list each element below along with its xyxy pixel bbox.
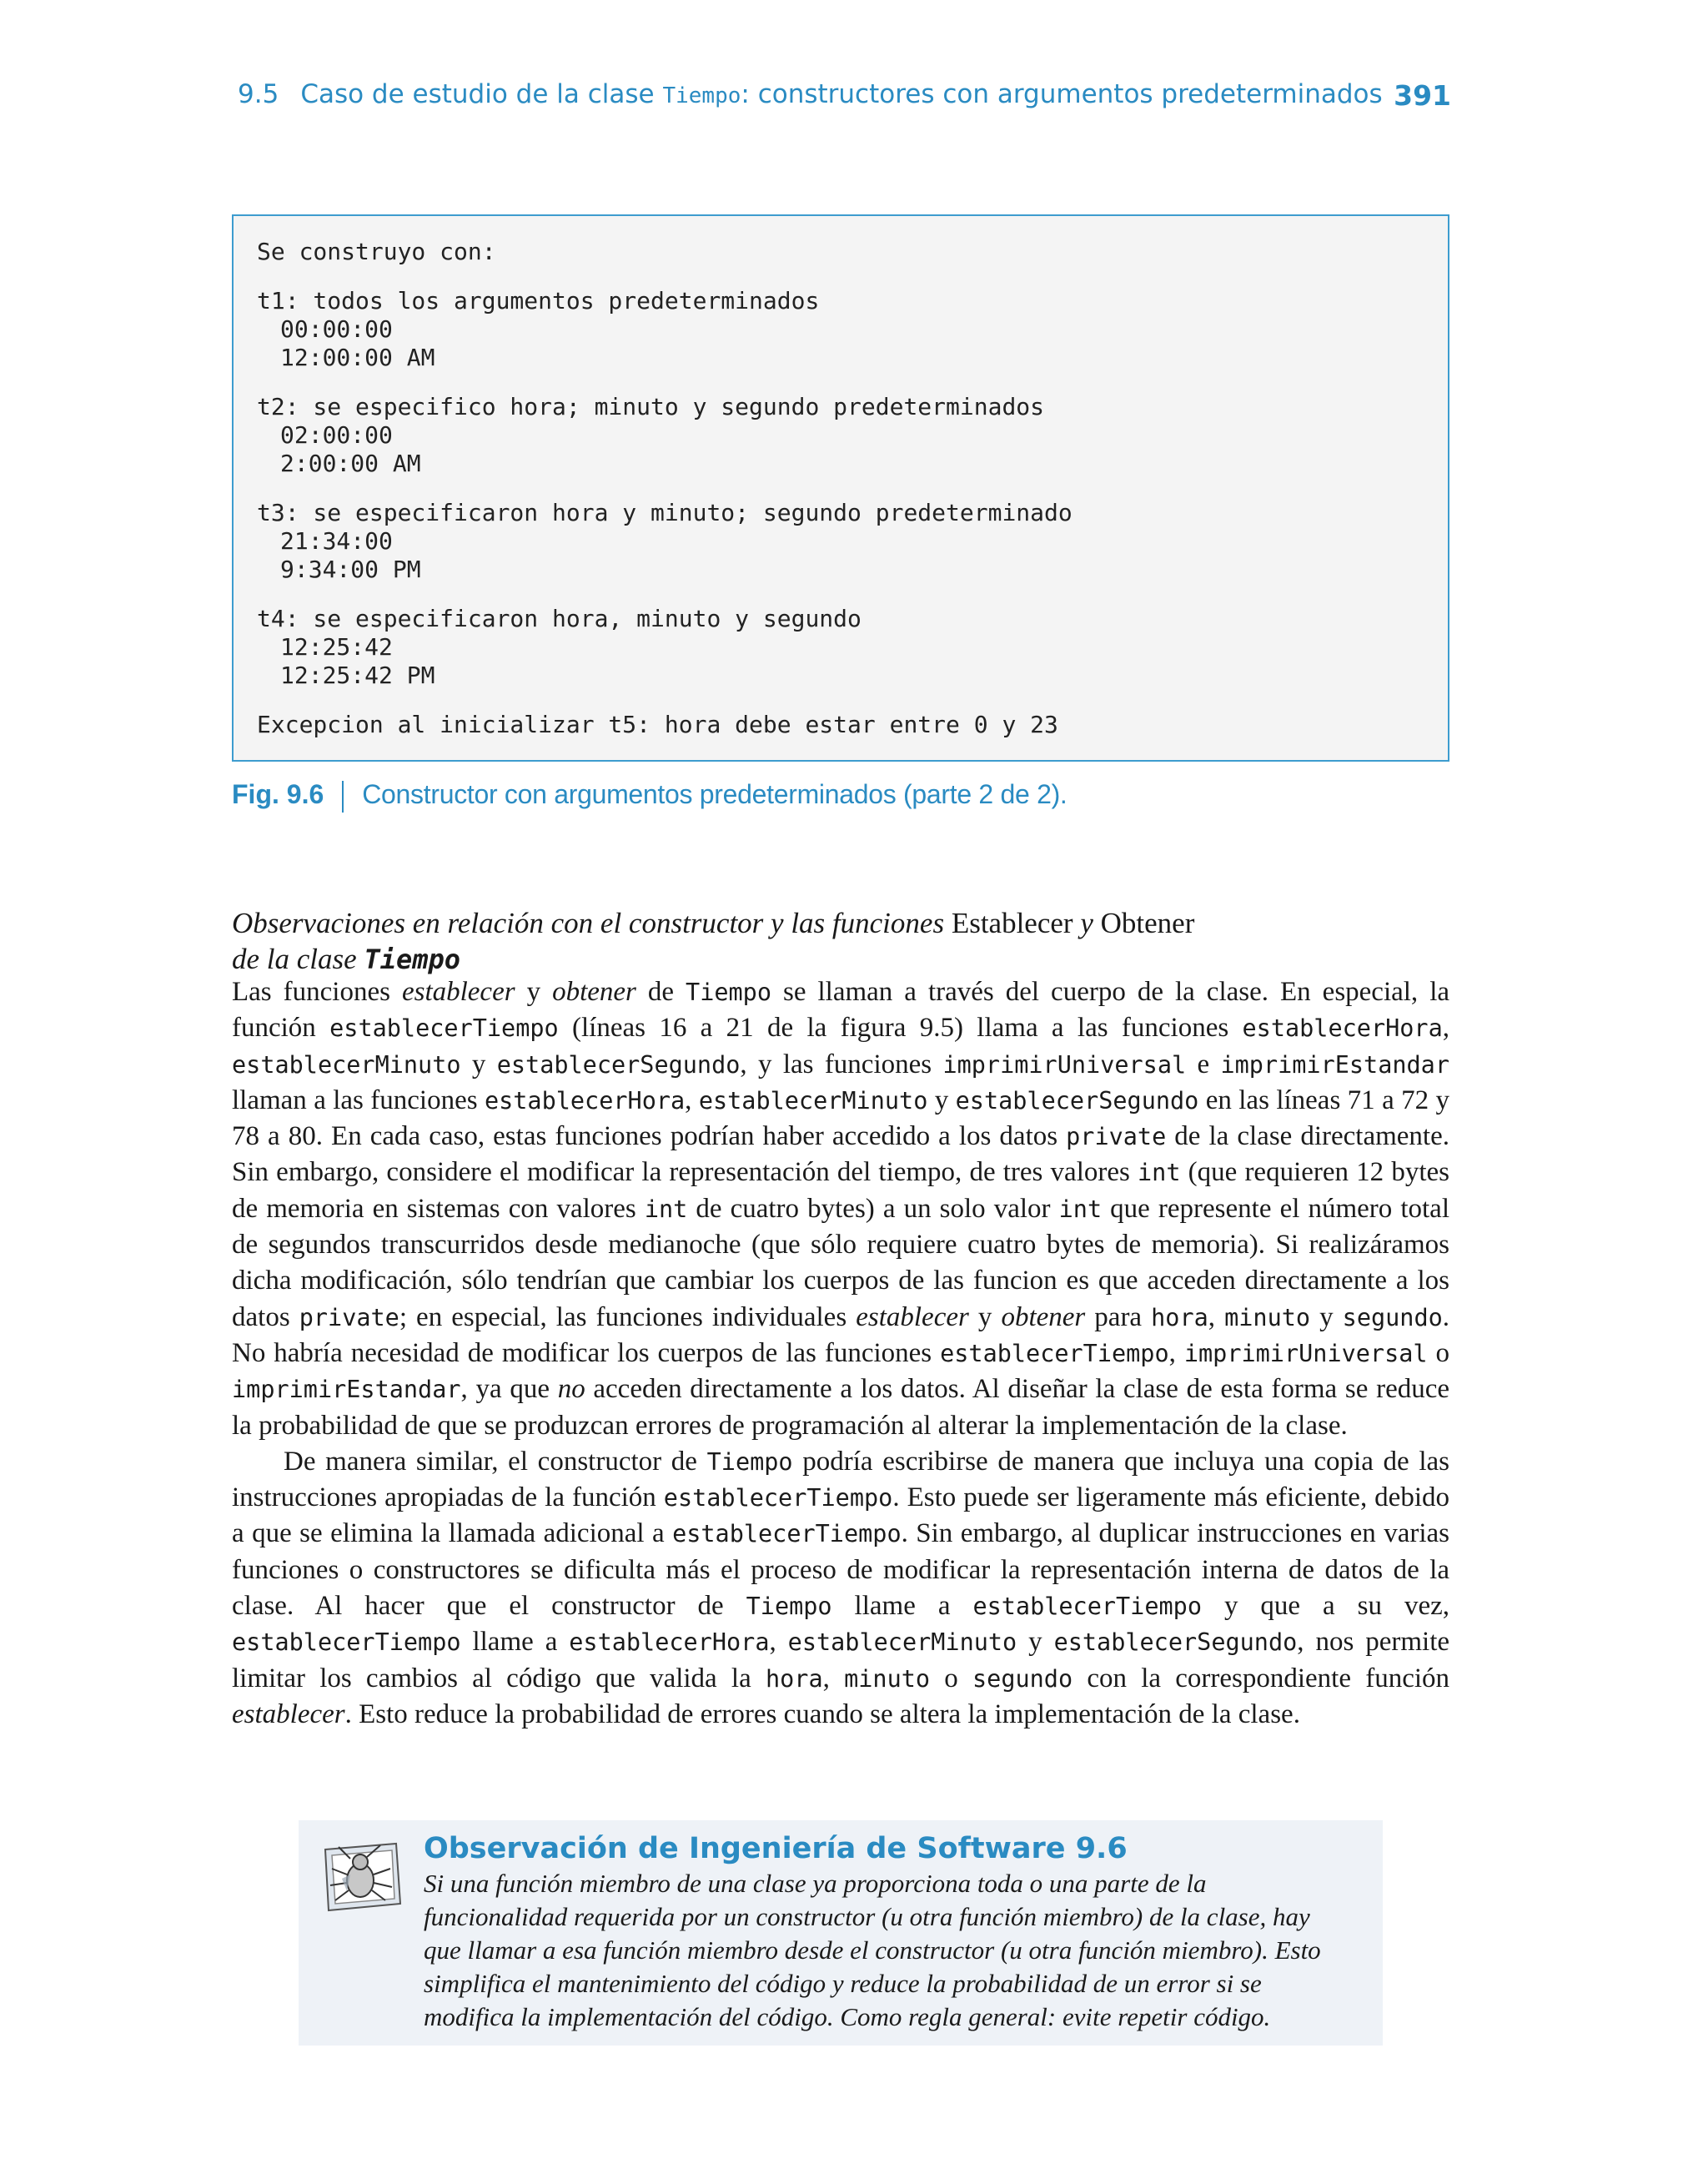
caption-text: Constructor con argumentos predeterminados (parte 2 de 2).: [362, 779, 1068, 809]
bug-insect-icon: [317, 1837, 409, 1916]
program-output-box: [232, 214, 1449, 762]
output-line: 12:25:42 PM: [280, 662, 435, 689]
output-line: 00:00:00: [280, 315, 393, 343]
output-group-label: t1: todos los argumentos predeterminados: [257, 287, 820, 315]
tip-text: Si una función miembro de una clase ya proporciona toda o una parte de la funcionalidad requerida por un constructor (u otra función miembro) de la clase, hay que llamar a esa función miembro desde el constructor (u otra función miembro). Esto simplifica el mantenimiento del código y reduce la probabilidad de un error si se modifica la implementación del código. Como regla general: evite repetir código.: [424, 1869, 1321, 2031]
section-title: 9.5 Caso de estudio de la clase Tiempo: constructores con argumentos predeterminados: [238, 79, 1383, 109]
running-header: [238, 79, 1451, 121]
output-line: 2:00:00 AM: [280, 450, 421, 477]
section-number: 9.5: [238, 79, 279, 109]
software-engineering-tip: [299, 1820, 1383, 2046]
output-line: 9:34:00 PM: [280, 556, 421, 583]
output-title: Se construyo con:: [257, 238, 496, 265]
page-number: 391: [1394, 79, 1451, 112]
caption-divider: [342, 781, 344, 813]
paragraph: De manera similar, el constructor de Tiempo podría escribirse de manera que incluya una copia de las instrucciones apropiadas de la función establecerTiempo. Esto puede ser ligeramente más eficiente, debido a que se elimina la llamada adicional a establecerTiempo. Sin embargo, al duplicar instrucciones en varias funciones o constructores se dificulta más el proceso de modificar la representación interna de datos de la clase. Al hacer que el constructor de Tiempo llame a establecerTiempo y que a su vez, establecerTiempo llame a establecerHora, establecerMinuto y establecerSegundo, nos permite limitar los cambios al código que valida la hora, minuto o segundo con la correspondiente función establecer. Esto reduce la probabilidad de errores cuando se altera la implementación de la clase.: [232, 1446, 1450, 1729]
output-line: 21:34:00: [280, 527, 393, 555]
paragraph: Las funciones establecer y obtener de Tiempo se llaman a través del cuerpo de la clase. En especial, la función establecerTiempo (líneas 16 a 21 de la figura 9.5) llama a las funciones establecerHora, establecerMinuto y establecerSegundo, y las funciones imprimirUniversal e imprimirEstandar llaman a las funciones establecerHora, establecerMinuto y establecerSegundo en las líneas 71 a 72 y 78 a 80. En cada caso, estas funciones podrían haber accedido a los datos private de la clase directamente. Sin embargo, considere el modificar la representación del tiempo, de tres valores int (que requieren 12 bytes de memoria en sistemas con valores int de cuatro bytes) a un solo valor int que represente el número total de segundos transcurridos desde medianoche (que sólo requiere cuatro bytes de memoria). Si realizáramos dicha modificación, sólo tendrían que cambiar los cuerpos de las funcion es que acceden directamente a los datos private; en especial, las funciones individuales establecer y obtener para hora, minuto y segundo. No habría necesidad de modificar los cuerpos de las funciones establecerTiempo, imprimirUniversal o imprimirEstandar, ya que no acceden directamente a los datos. Al diseñar la clase de esta forma se reduce la probabilidad de que se produzcan errores de programación al alterar la implementación de la clase.: [232, 977, 1450, 1441]
figure-number: Fig. 9.6: [232, 779, 324, 809]
output-group-label: t3: se especificaron hora y minuto; segundo predeterminado: [257, 499, 1073, 526]
output-exception: Excepcion al inicializar t5: hora debe estar entre 0 y 23: [257, 711, 1058, 738]
subsection-heading: Observaciones en relación con el constructor y las funciones Establecer y Obtener de la clase Tiempo: [232, 907, 1195, 975]
body-text: [232, 974, 1449, 1733]
output-line: 12:00:00 AM: [280, 344, 435, 371]
output-group-label: t4: se especificaron hora, minuto y segundo: [257, 605, 862, 632]
tip-title: Observación de Ingeniería de Software 9.6: [424, 1832, 1128, 1865]
figure-caption: [232, 779, 1068, 821]
output-line: 12:25:42: [280, 633, 393, 661]
output-line: 02:00:00: [280, 421, 393, 449]
output-group-label: t2: se especifico hora; minuto y segundo predeterminados: [257, 393, 1045, 420]
